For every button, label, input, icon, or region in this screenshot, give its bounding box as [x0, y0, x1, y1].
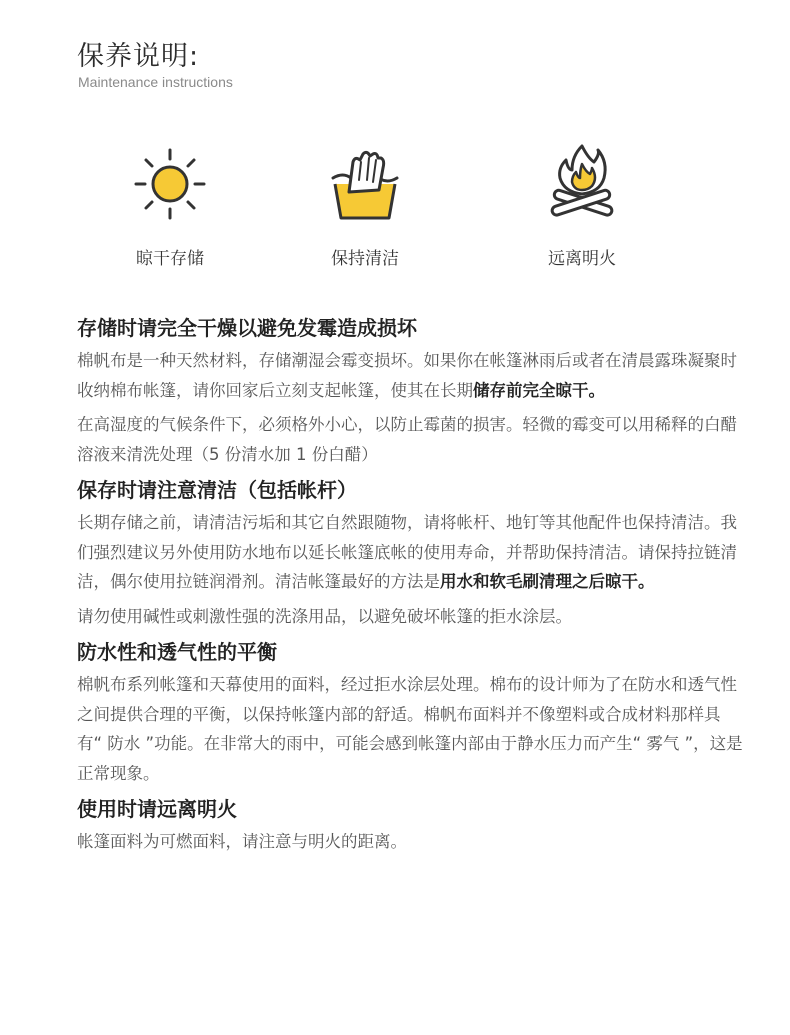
hand-wash-icon [325, 140, 405, 228]
care-label-keep-clean: 保持清洁 [331, 249, 399, 269]
section-keep-clean [77, 474, 745, 631]
section-paragraph: 帐篷面料为可燃面料，请注意与明火的距离。 [77, 832, 407, 851]
section-title: 使用时请远离明火 [77, 797, 237, 821]
section-paragraph: 在高湿度的气候条件下，必须格外小心，以防止霉菌的损害。轻微的霉变可以用稀释的白醋溶液来清洗处理（5 份清水加 1 份白醋） [77, 415, 737, 464]
care-label-no-fire: 远离明火 [548, 249, 616, 269]
section-paragraph: 长期存储之前，请清洁污垢和其它自然跟随物，请将帐杆、地钉等其他配件也保持清洁。我们强烈建议另外使用防水地布以延长帐篷底帐的使用寿命，并帮助保持清洁。请保持拉链清洁，偶尔使用拉链润滑剂。清洁帐篷最好的方法是用水和软毛刷清理之后晾干。 [77, 513, 737, 591]
section-fire-safety [77, 793, 745, 857]
care-item-dry-storage [90, 140, 250, 280]
care-item-keep-clean [285, 140, 445, 280]
section-waterproof-balance [77, 636, 745, 788]
section-dry-storage [77, 312, 745, 469]
maintenance-content [77, 312, 745, 862]
section-title: 保存时请注意清洁（包括帐杆） [77, 478, 357, 502]
care-item-no-fire [502, 140, 662, 280]
page-subtitle: Maintenance instructions [78, 74, 233, 90]
section-paragraph: 棉帆布是一种天然材料，存储潮湿会霉变损坏。如果你在帐篷淋雨后或者在清晨露珠凝聚时收纳棉布帐篷，请你回家后立刻支起帐篷，使其在长期储存前完全晾干。 [77, 351, 737, 400]
care-label-dry-storage: 晾干存储 [136, 249, 204, 269]
section-paragraph: 棉帆布系列帐篷和天幕使用的面料，经过拒水涂层处理。棉布的设计师为了在防水和透气性之间提供合理的平衡，以保持帐篷内部的舒适。棉帆布面料并不像塑料或合成材料那样具有“ 防水 ”功能。在非常大的雨中，可能会感到帐篷内部由于静水压力而产生“ 雾气 ”，这是正常现象。 [77, 675, 743, 783]
campfire-icon [542, 140, 622, 228]
care-icon-row [0, 140, 790, 280]
page-title: 保养说明: [77, 41, 200, 72]
section-paragraph: 请勿使用碱性或刺激性强的洗涤用品，以避免破坏帐篷的拒水涂层。 [77, 606, 572, 626]
section-title: 防水性和透气性的平衡 [77, 640, 277, 664]
section-title: 存储时请完全干燥以避免发霉造成损坏 [77, 316, 417, 340]
sun-icon [130, 140, 210, 228]
